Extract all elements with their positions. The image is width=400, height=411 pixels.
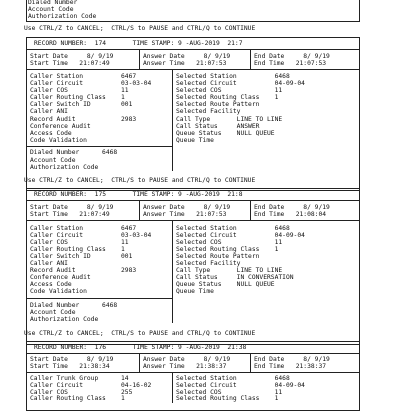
queue-status: Queue Status NULL QUEUE (176, 130, 275, 137)
access-code: Access Code (30, 281, 72, 288)
caller-switch-id: Caller Switch ID 001 (30, 253, 133, 260)
account-code-label: Account Code (28, 6, 74, 13)
selected-station: Selected Station 6468 (176, 375, 290, 382)
caller-ani: Caller ANI (30, 108, 68, 115)
instruction-line: Use CTRL/Z to CANCEL; CTRL/S to PAUSE and CTRL/Q to CONTINUE (24, 177, 256, 184)
answer-date: Answer Date 8/ 9/19 (143, 204, 231, 211)
caller-cos: Caller COS 11 (30, 239, 129, 246)
authorization-code-label: Authorization Code (28, 13, 97, 20)
answer-time: Answer Time 21:38:37 (143, 363, 227, 370)
dialed-number: Dialed Number 6468 (30, 149, 118, 156)
start-date: Start Date 8/ 9/19 (30, 204, 114, 211)
answer-time: Answer Time 21:07:53 (143, 211, 227, 218)
caller-trunk-group: Caller Trunk Group 14 (30, 375, 129, 382)
selected-station: Selected Station 6468 (176, 73, 290, 80)
caller-station: Caller Station 6467 (30, 225, 137, 232)
record-header: RECORD NUMBER: 175 TIME STAMP: 9 -AUG-2019 21:8 (34, 191, 243, 198)
caller-circuit: Caller Circuit 04-16-02 (30, 382, 152, 389)
caller-switch-id: Caller Switch ID 001 (30, 101, 133, 108)
selected-cos: Selected COS 11 (176, 239, 283, 246)
instruction-line: Use CTRL/Z to CANCEL; CTRL/S to PAUSE and CTRL/Q to CONTINUE (24, 330, 256, 337)
queue-time: Queue Time (176, 288, 214, 295)
start-time: Start Time 21:07:49 (30, 211, 110, 218)
record-audit: Record Audit 2983 (30, 267, 137, 274)
call-status: Call Status IN CONVERSATION (176, 274, 294, 281)
selected-routing-class: Selected Routing Class 1 (176, 94, 279, 101)
caller-station: Caller Station 6467 (30, 73, 137, 80)
code-validation: Code Validation (30, 288, 87, 295)
dialed-number: Dialed Number 6468 (30, 302, 118, 309)
selected-cos: Selected COS 11 (176, 87, 283, 94)
caller-circuit: Caller Circuit 03-03-04 (30, 232, 152, 239)
selected-facility: Selected Facility (176, 260, 241, 267)
code-validation: Code Validation (30, 137, 87, 144)
call-status: Call Status ANSWER (176, 123, 260, 130)
end-date: End Date 8/ 9/19 (254, 204, 330, 211)
queue-status: Queue Status NULL QUEUE (176, 281, 275, 288)
selected-station: Selected Station 6468 (176, 225, 290, 232)
caller-circuit: Caller Circuit 03-03-04 (30, 80, 152, 87)
caller-cos: Caller COS 11 (30, 87, 129, 94)
account-code: Account Code (30, 309, 76, 316)
call-type: Call Type LINE TO LINE (176, 267, 283, 274)
access-code: Access Code (30, 130, 72, 137)
selected-route-pattern: Selected Route Pattern (176, 101, 260, 108)
selected-routing-class: Selected Routing Class 1 (176, 246, 279, 253)
instruction-line: Use CTRL/Z to CANCEL; CTRL/S to PAUSE and CTRL/Q to CONTINUE (24, 25, 256, 32)
selected-facility: Selected Facility (176, 108, 241, 115)
record-header: RECORD NUMBER: 176 TIME STAMP: 9 -AUG-2019 21:38 (34, 344, 247, 351)
dialed-number-label: Dialed Number (28, 0, 78, 6)
answer-time: Answer Time 21:07:53 (143, 60, 227, 67)
authorization-code: Authorization Code (30, 316, 99, 323)
selected-routing-class: Selected Routing Class 1 (176, 395, 279, 402)
authorization-code: Authorization Code (30, 164, 99, 171)
answer-date: Answer Date 8/ 9/19 (143, 356, 231, 363)
record-audit: Record Audit 2983 (30, 116, 137, 123)
end-date: End Date 8/ 9/19 (254, 53, 330, 60)
end-date: End Date 8/ 9/19 (254, 356, 330, 363)
caller-routing-class: Caller Routing Class 1 (30, 94, 125, 101)
account-code: Account Code (30, 157, 76, 164)
conference-audit: Conference Audit (30, 123, 91, 130)
record-header: RECORD NUMBER: 174 TIME STAMP: 9 -AUG-2019 21:7 (34, 40, 243, 47)
caller-routing-class: Caller Routing Class 1 (30, 246, 125, 253)
selected-circuit: Selected Circuit 04-09-04 (176, 80, 305, 87)
conference-audit: Conference Audit (30, 274, 91, 281)
selected-route-pattern: Selected Route Pattern (176, 253, 260, 260)
start-date: Start Date 8/ 9/19 (30, 53, 114, 60)
answer-date: Answer Date 8/ 9/19 (143, 53, 231, 60)
call-type: Call Type LINE TO LINE (176, 116, 283, 123)
caller-ani: Caller ANI (30, 260, 68, 267)
queue-time: Queue Time (176, 137, 214, 144)
start-time: Start Time 21:07:49 (30, 60, 110, 67)
end-time: End Time 21:08:04 (254, 211, 327, 218)
end-time: End Time 21:38:37 (254, 363, 327, 370)
start-date: Start Date 8/ 9/19 (30, 356, 114, 363)
selected-circuit: Selected Circuit 04-09-04 (176, 232, 305, 239)
selected-cos: Selected COS 11 (176, 389, 283, 396)
caller-cos: Caller COS 255 (30, 389, 133, 396)
end-time: End Time 21:07:53 (254, 60, 327, 67)
selected-circuit: Selected Circuit 04-09-04 (176, 382, 305, 389)
caller-routing-class: Caller Routing Class 1 (30, 395, 125, 402)
start-time: Start Time 21:38:34 (30, 363, 110, 370)
